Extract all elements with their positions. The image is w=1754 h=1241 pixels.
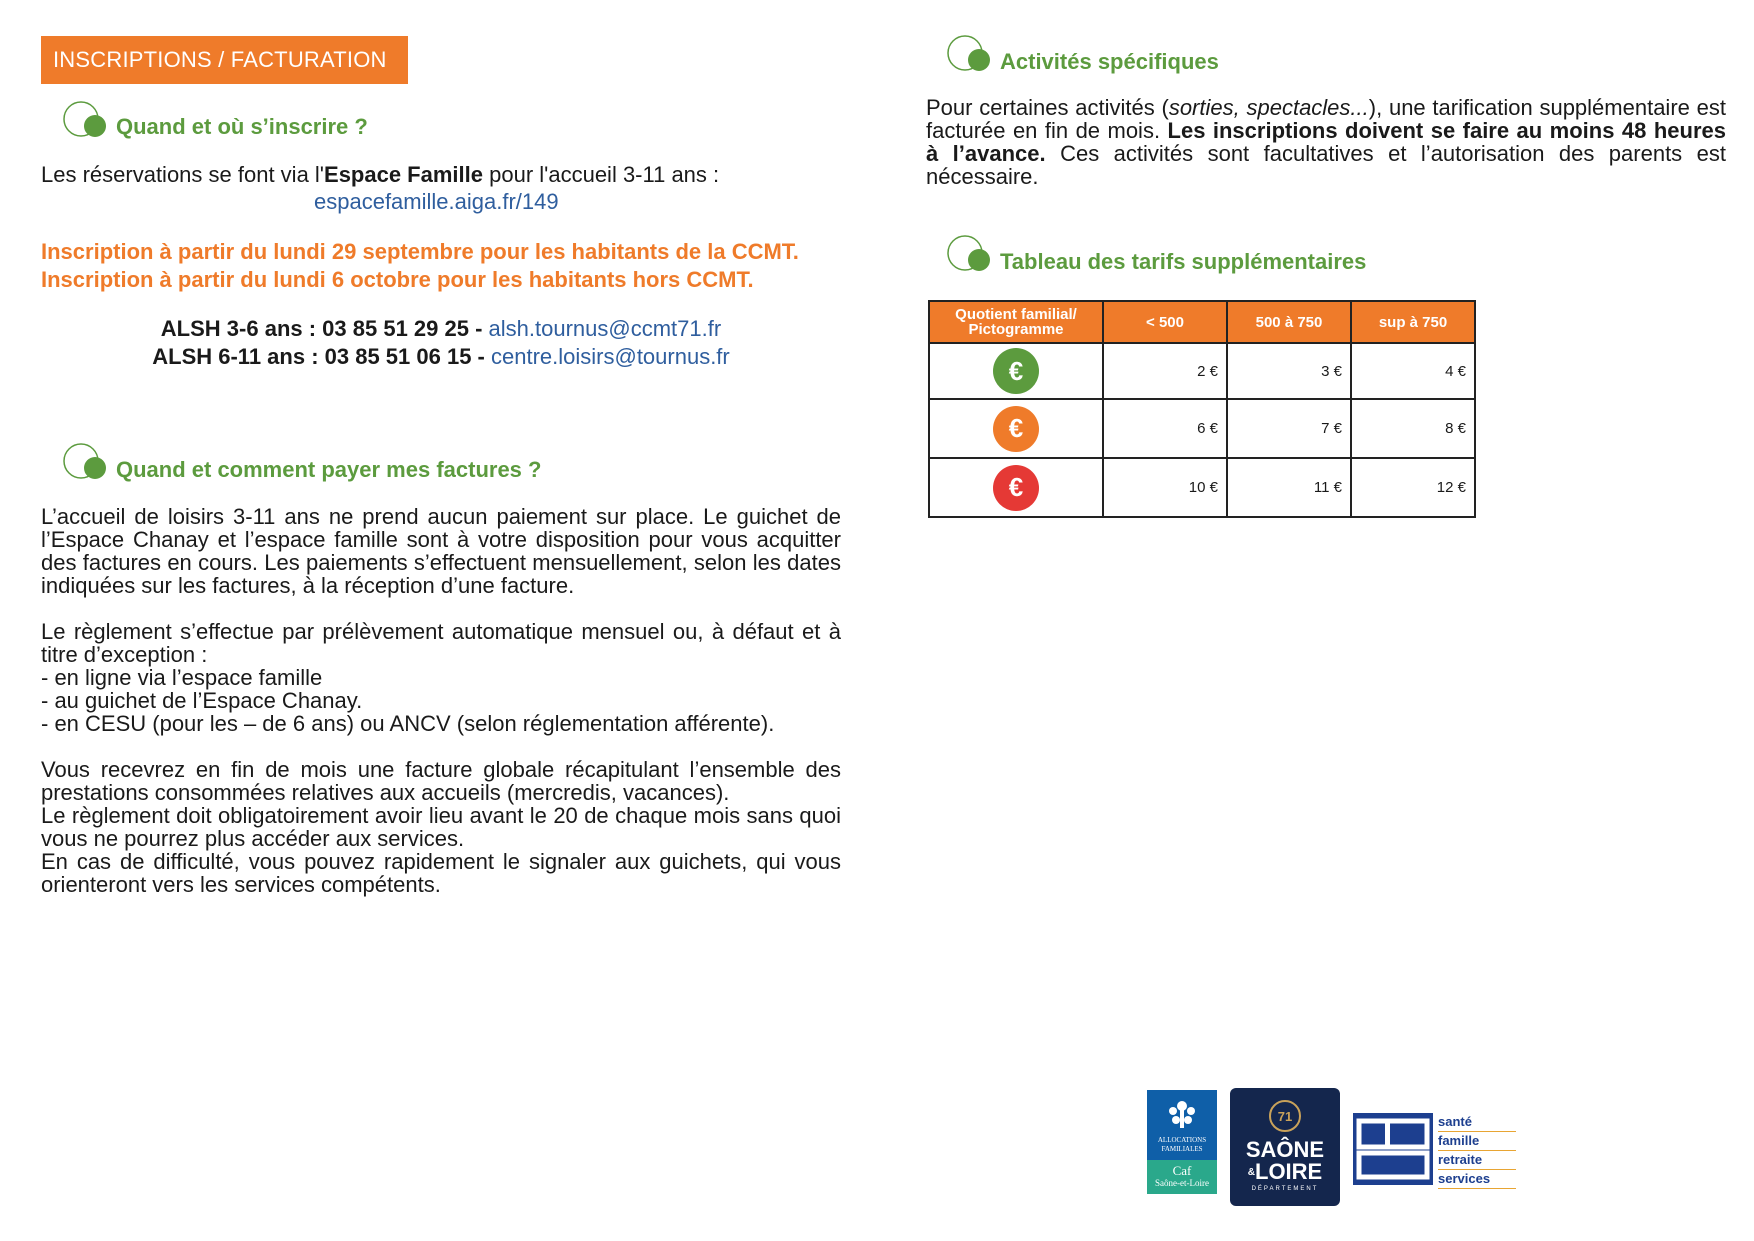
sl-number: 71: [1277, 1109, 1293, 1124]
table-row: [929, 458, 1475, 517]
table-cell: 6 €: [1103, 399, 1227, 458]
table-cell: 7 €: [1227, 399, 1351, 458]
contact-alsh-3-6: [41, 315, 841, 343]
sl-line2: LOIRE: [1255, 1159, 1323, 1184]
activites-text: [926, 96, 1726, 188]
activites-italic: sorties, spectacles...: [1168, 95, 1369, 120]
payment-option-1: - en ligne via l’espace famille: [41, 665, 323, 690]
payment-paragraph-4: Le règlement doit obligatoirement avoir lieu avant le 20 de chaque mois sans quoi vous ne pourrez plus accéder aux services.: [41, 803, 841, 851]
msa-tagline: [1438, 1113, 1516, 1189]
bullet-circles-icon: [946, 234, 994, 274]
header-quotient-line2: Pictogramme: [968, 321, 1064, 338]
sl-dept: DÉPARTEMENT: [1251, 1186, 1319, 1193]
section-title-inscription: Quand et où s’inscrire ?: [116, 114, 368, 139]
caf-name: Caf: [1172, 1163, 1192, 1178]
header-quotient-line1: Quotient familial/: [955, 306, 1077, 323]
activites-bold: Les inscriptions doivent se faire au moins 48 heures à l’avance.: [926, 118, 1726, 166]
inscription-hors-ccmt: Inscription à partir du lundi 6 octobre pour les habitants hors CCMT.: [41, 267, 754, 292]
caf-logo: [1147, 1090, 1217, 1194]
reservation-text: [41, 163, 841, 186]
msa-monogram-icon: [1353, 1113, 1433, 1185]
caf-region: Saône-et-Loire: [1155, 1178, 1209, 1188]
euro-green-icon: €: [993, 348, 1039, 394]
table-cell: 4 €: [1351, 343, 1475, 399]
sl-line1: SAÔNE: [1245, 1137, 1325, 1162]
table-cell: 10 €: [1103, 458, 1227, 517]
caf-line1: ALLOCATIONS: [1157, 1136, 1207, 1144]
alsh-3-6-label: ALSH 3-6 ans : 03 85 51 29 25 -: [160, 316, 489, 341]
euro-red-icon: €: [993, 465, 1039, 511]
euro-orange-icon: €: [993, 406, 1039, 452]
msa-line-famille: famille: [1438, 1132, 1516, 1151]
section-title-tarifs: Tableau des tarifs supplémentaires: [1000, 249, 1367, 274]
caf-bottom-band: [1147, 1160, 1217, 1194]
table-row: [929, 399, 1475, 458]
alsh-6-11-label: ALSH 6-11 ans : 03 85 51 06 15 -: [152, 344, 491, 369]
caf-line2: FAMILIALES: [1161, 1145, 1203, 1153]
tarifs-header-row: [929, 301, 1475, 343]
payment-paragraph-3: Vous recevrez en fin de mois une facture globale récapitulant l’ensemble des prestations consommées relatives aux accueils (mercredis, vacances).: [41, 757, 841, 805]
sl-ampersand: &: [1247, 1167, 1255, 1179]
payment-paragraph-1: L’accueil de loisirs 3-11 ans ne prend aucun paiement sur place. Le guichet de l’Espace Chanay et l’espace famille sont à votre disposition pour vous acquitter des factures en cours. Les paiements s’effectuent mensuellement, selon les dates indiquées sur les factures, à la réception d’une facture.: [41, 504, 841, 598]
table-row: [929, 343, 1475, 399]
payment-option-3: - en CESU (pour les – de 6 ans) ou ANCV (selon réglementation afférente).: [41, 711, 775, 736]
header-lt-500: < 500: [1103, 301, 1227, 343]
contact-alsh-6-11: [41, 343, 841, 371]
table-cell: 8 €: [1351, 399, 1475, 458]
espace-famille-link[interactable]: espacefamille.aiga.fr/149: [314, 189, 559, 214]
msa-logo: [1353, 1113, 1433, 1185]
payment-option-2: - au guichet de l’Espace Chanay.: [41, 688, 363, 713]
table-cell: 12 €: [1351, 458, 1475, 517]
espace-famille-label: Espace Famille: [324, 162, 483, 187]
activites-post: Ces activités sont facultatives et l’autorisation des parents est nécessaire.: [926, 141, 1726, 189]
msa-line-retraite: retraite: [1438, 1151, 1516, 1170]
msa-line-sante: santé: [1438, 1113, 1516, 1132]
activites-pre: Pour certaines activités (: [926, 95, 1169, 120]
payment-text: [41, 505, 841, 896]
header-quotient: [929, 301, 1103, 343]
pictogram-cell: [929, 343, 1103, 399]
payment-paragraph-5: En cas de difficulté, vous pouvez rapidement le signaler aux guichets, qui vous orienteront vers les services compétents.: [41, 849, 841, 897]
activites-mid: ), une tarification supplémentaire est facturée en fin de mois.: [926, 95, 1726, 143]
table-cell: 11 €: [1227, 458, 1351, 517]
caf-emblem-icon: [1162, 1096, 1202, 1132]
header-sup-750: sup à 750: [1351, 301, 1475, 343]
section-title-factures: Quand et comment payer mes factures ?: [116, 457, 542, 482]
msa-line-services: services: [1438, 1170, 1516, 1189]
section-banner: INSCRIPTIONS / FACTURATION: [41, 36, 408, 84]
alsh-6-11-email-link[interactable]: centre.loisirs@tournus.fr: [491, 344, 730, 369]
pictogram-cell: [929, 458, 1103, 517]
reservation-pre: Les réservations se font via l': [41, 162, 325, 187]
table-cell: 2 €: [1103, 343, 1227, 399]
pictogram-cell: [929, 399, 1103, 458]
header-500-750: 500 à 750: [1227, 301, 1351, 343]
bullet-circles-icon: [62, 100, 110, 140]
tarifs-table: [928, 300, 1476, 518]
bullet-circles-icon: [62, 442, 110, 482]
section-title-activites: Activités spécifiques: [1000, 49, 1219, 74]
inscription-ccmt: Inscription à partir du lundi 29 septembre pour les habitants de la CCMT.: [41, 239, 799, 264]
bullet-circles-icon: [946, 34, 994, 74]
alsh-3-6-email-link[interactable]: alsh.tournus@ccmt71.fr: [488, 316, 722, 341]
saone-et-loire-logo: [1230, 1088, 1340, 1206]
reservation-post: pour l'accueil 3-11 ans :: [483, 162, 720, 187]
table-cell: 3 €: [1227, 343, 1351, 399]
payment-paragraph-2: Le règlement s’effectue par prélèvement automatique mensuel ou, à défaut et à titre d’exception :: [41, 619, 841, 667]
